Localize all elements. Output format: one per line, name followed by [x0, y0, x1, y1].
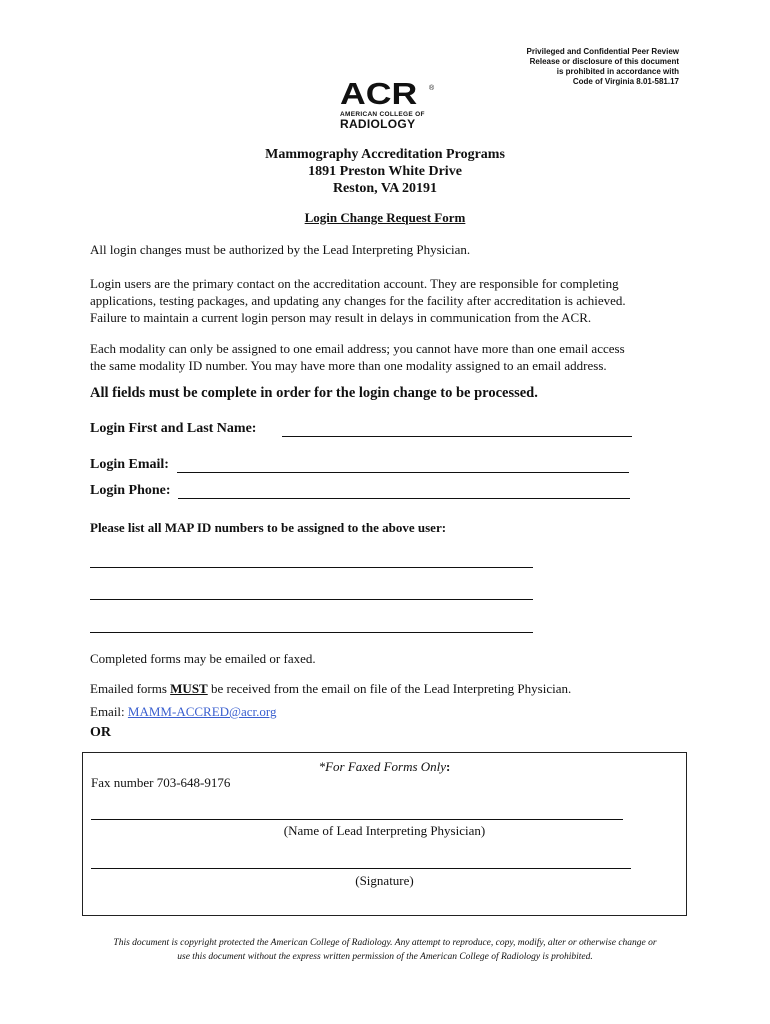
logo-registered-mark: ®: [429, 85, 435, 92]
confidentiality-line: Code of Virginia 8.01-581.17: [572, 77, 679, 86]
emailed-forms-text: [90, 680, 730, 697]
map-id-field[interactable]: [90, 599, 533, 600]
footer-line: This document is copyright protected the American College of Radiology. Any attempt to reproduce, copy, modify, alter or otherwise change or: [113, 938, 657, 948]
authorization-paragraph: All login changes must be authorized by the Lead Interpreting Physician.: [90, 242, 471, 257]
paragraph-line: applications, testing packages, and updating any changes for the facility after accreditation is achieved.: [90, 293, 626, 308]
login-users-paragraph: [90, 275, 690, 326]
login-phone-field[interactable]: [178, 498, 630, 499]
login-name-field[interactable]: [282, 436, 632, 437]
confidentiality-line: is prohibited in accordance with: [556, 67, 679, 76]
confidentiality-notice: [527, 47, 680, 87]
header-line: Mammography Accreditation Programs: [265, 147, 505, 162]
paragraph-line: Failure to maintain a current login person may result in delays in communication from the ACR.: [90, 310, 592, 325]
login-phone-label: Login Phone:: [90, 483, 171, 498]
map-id-field[interactable]: [90, 567, 533, 568]
email-label: Email:: [90, 704, 128, 719]
emailed-suffix: be received from the email on file of the Lead Interpreting Physician.: [207, 681, 572, 696]
acr-logo: [338, 76, 438, 131]
header-line: 1891 Preston White Drive: [308, 164, 462, 179]
paragraph-line: Each modality can only be assigned to one email address; you cannot have more than one email access: [90, 341, 625, 356]
completion-notice: All fields must be complete in order for the login change to be processed.: [90, 385, 538, 401]
fax-number: Fax number 703-648-9176: [91, 775, 231, 790]
completed-forms-text: Completed forms may be emailed or faxed.: [90, 651, 316, 666]
logo-acr-text: ACR: [340, 76, 418, 111]
copyright-footer: [0, 936, 770, 964]
physician-name-field[interactable]: [91, 819, 623, 820]
map-id-field[interactable]: [90, 632, 533, 633]
map-id-label: Please list all MAP ID numbers to be assigned to the above user:: [90, 520, 447, 535]
signature-caption: (Signature): [355, 873, 414, 888]
fax-heading-text: *For Faxed Forms Only: [318, 759, 447, 774]
fax-section: [82, 752, 687, 916]
fax-heading-colon: :: [446, 759, 451, 774]
fax-heading: [83, 759, 686, 775]
paragraph-line: Login users are the primary contact on the accreditation account. They are responsible for completing: [90, 276, 619, 291]
logo-line1: AMERICAN COLLEGE OF: [340, 111, 425, 118]
form-title: Login Change Request Form: [304, 210, 466, 225]
login-name-label: Login First and Last Name:: [90, 421, 257, 436]
footer-line: use this document without the express written permission of the American College of Radiology is prohibited.: [177, 952, 593, 962]
email-line: [90, 703, 690, 720]
must-emphasis: MUST: [170, 681, 208, 696]
confidentiality-line: Privileged and Confidential Peer Review: [526, 47, 679, 56]
logo-line2: RADIOLOGY: [340, 117, 416, 131]
paragraph-line: the same modality ID number. You may have more than one modality assigned to an email address.: [90, 358, 607, 373]
confidentiality-line: Release or disclosure of this document: [529, 57, 679, 66]
email-link[interactable]: MAMM-ACCRED@acr.org: [127, 704, 277, 719]
organization-header: [0, 146, 770, 197]
login-email-field[interactable]: [177, 472, 629, 473]
header-line: Reston, VA 20191: [332, 181, 438, 196]
physician-name-caption: (Name of Lead Interpreting Physician): [283, 823, 486, 838]
login-email-label: Login Email:: [90, 457, 169, 472]
signature-field[interactable]: [91, 868, 631, 869]
or-separator: OR: [90, 725, 111, 740]
modality-paragraph: [90, 340, 690, 374]
emailed-prefix: Emailed forms: [90, 681, 171, 696]
